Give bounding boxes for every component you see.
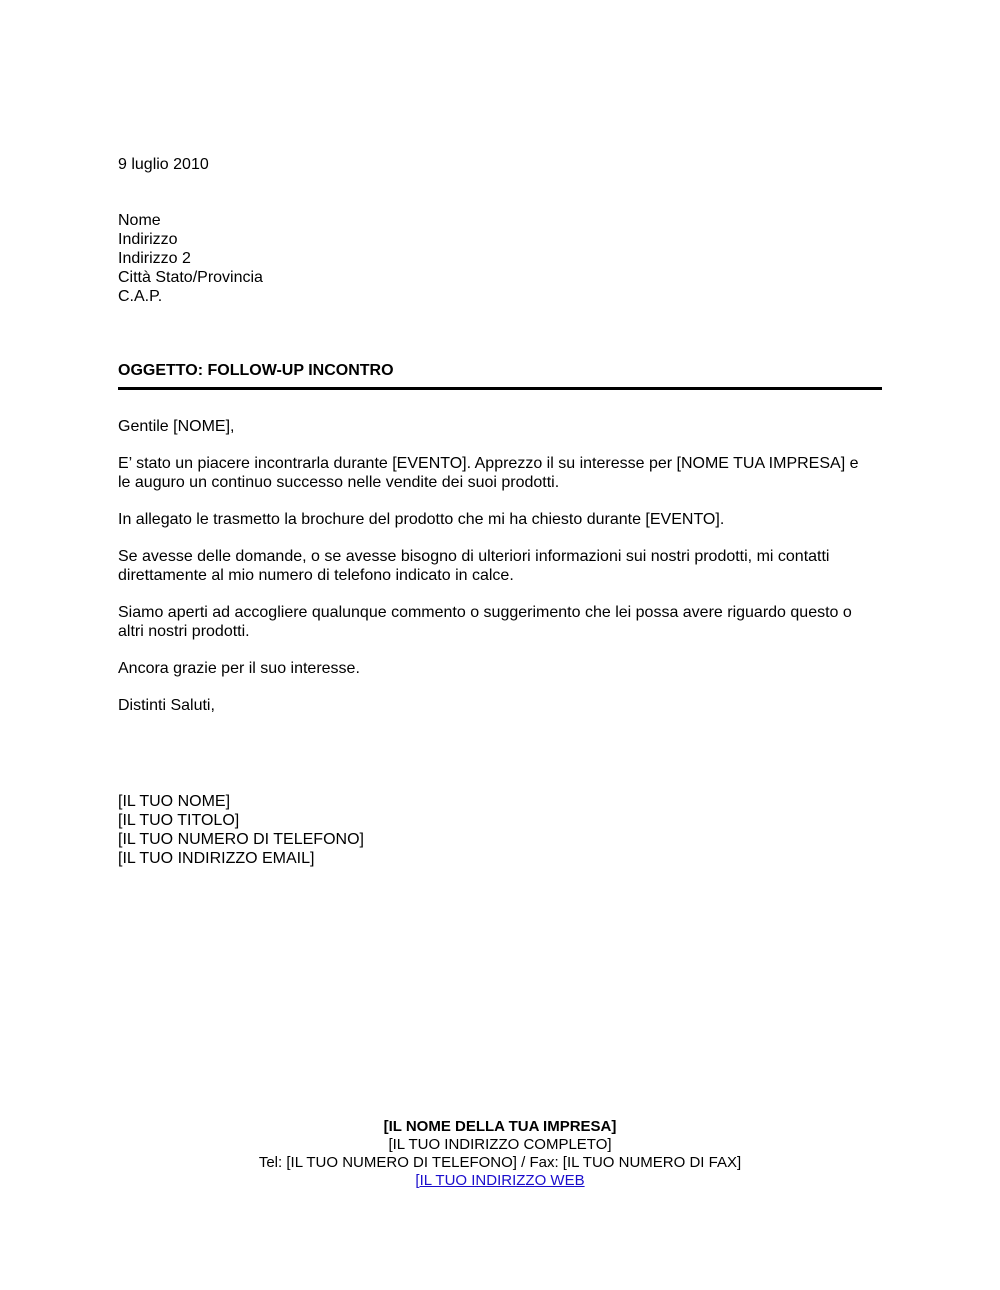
signature-phone: [IL TUO NUMERO DI TELEFONO]	[118, 831, 364, 848]
body-paragraph-1-line-1: E’ stato un piacere incontrarla durante [EVENTO]. Apprezzo il su interesse per [NOME TUA IMPRESA] e	[118, 455, 859, 472]
closing-text: Distinti Saluti,	[118, 697, 215, 714]
letter-body	[118, 417, 888, 733]
recipient-name: Nome	[118, 212, 161, 229]
body-paragraph-1	[118, 454, 888, 492]
body-paragraph-4-line-1: Siamo aperti ad accogliere qualunque commento o suggerimento che lei possa avere riguardo questo o	[118, 604, 852, 621]
subject-divider	[118, 387, 882, 390]
letterhead-footer	[0, 1118, 1000, 1190]
recipient-address-block	[118, 211, 263, 306]
body-paragraph-3-line-2: direttamente al mio numero di telefono indicato in calce.	[118, 567, 514, 584]
body-paragraph-4	[118, 603, 888, 641]
footer-web-link[interactable]: [IL TUO INDIRIZZO WEB	[415, 1172, 585, 1189]
letter-date: 9 luglio 2010	[118, 156, 209, 173]
body-paragraph-1-line-2: le auguro un continuo successo nelle vendite dei suoi prodotti.	[118, 474, 560, 491]
footer-company-name: [IL NOME DELLA TUA IMPRESA]	[383, 1118, 617, 1135]
recipient-postal-code: C.A.P.	[118, 288, 163, 305]
body-paragraph-2-line-1: In allegato le trasmetto la brochure del prodotto che mi ha chiesto durante [EVENTO].	[118, 511, 725, 528]
footer-address: [IL TUO INDIRIZZO COMPLETO]	[388, 1136, 612, 1153]
body-paragraph-4-line-2: altri nostri prodotti.	[118, 623, 250, 640]
salutation-text: Gentile [NOME],	[118, 418, 235, 435]
body-paragraph-5	[118, 659, 888, 678]
closing	[118, 696, 888, 715]
body-paragraph-3-line-1: Se avesse delle domande, o se avesse bisogno di ulteriori informazioni sui nostri prodotti, mi contatti	[118, 548, 830, 565]
footer-contacts: Tel: [IL TUO NUMERO DI TELEFONO] / Fax: [IL TUO NUMERO DI FAX]	[258, 1154, 742, 1171]
signature-name: [IL TUO NOME]	[118, 793, 231, 810]
recipient-address-line-1: Indirizzo	[118, 231, 178, 248]
subject-heading: OGGETTO: FOLLOW-UP INCONTRO	[118, 362, 394, 379]
body-paragraph-3	[118, 547, 888, 585]
recipient-city-state: Città Stato/Provincia	[118, 269, 263, 286]
salutation	[118, 417, 888, 436]
footer-web-row	[0, 1172, 1000, 1190]
body-paragraph-2	[118, 510, 888, 529]
recipient-address-line-2: Indirizzo 2	[118, 250, 191, 267]
signature-email: [IL TUO INDIRIZZO EMAIL]	[118, 850, 315, 867]
signature-block	[118, 792, 364, 868]
signature-title: [IL TUO TITOLO]	[118, 812, 240, 829]
body-paragraph-5-line-1: Ancora grazie per il suo interesse.	[118, 660, 360, 677]
